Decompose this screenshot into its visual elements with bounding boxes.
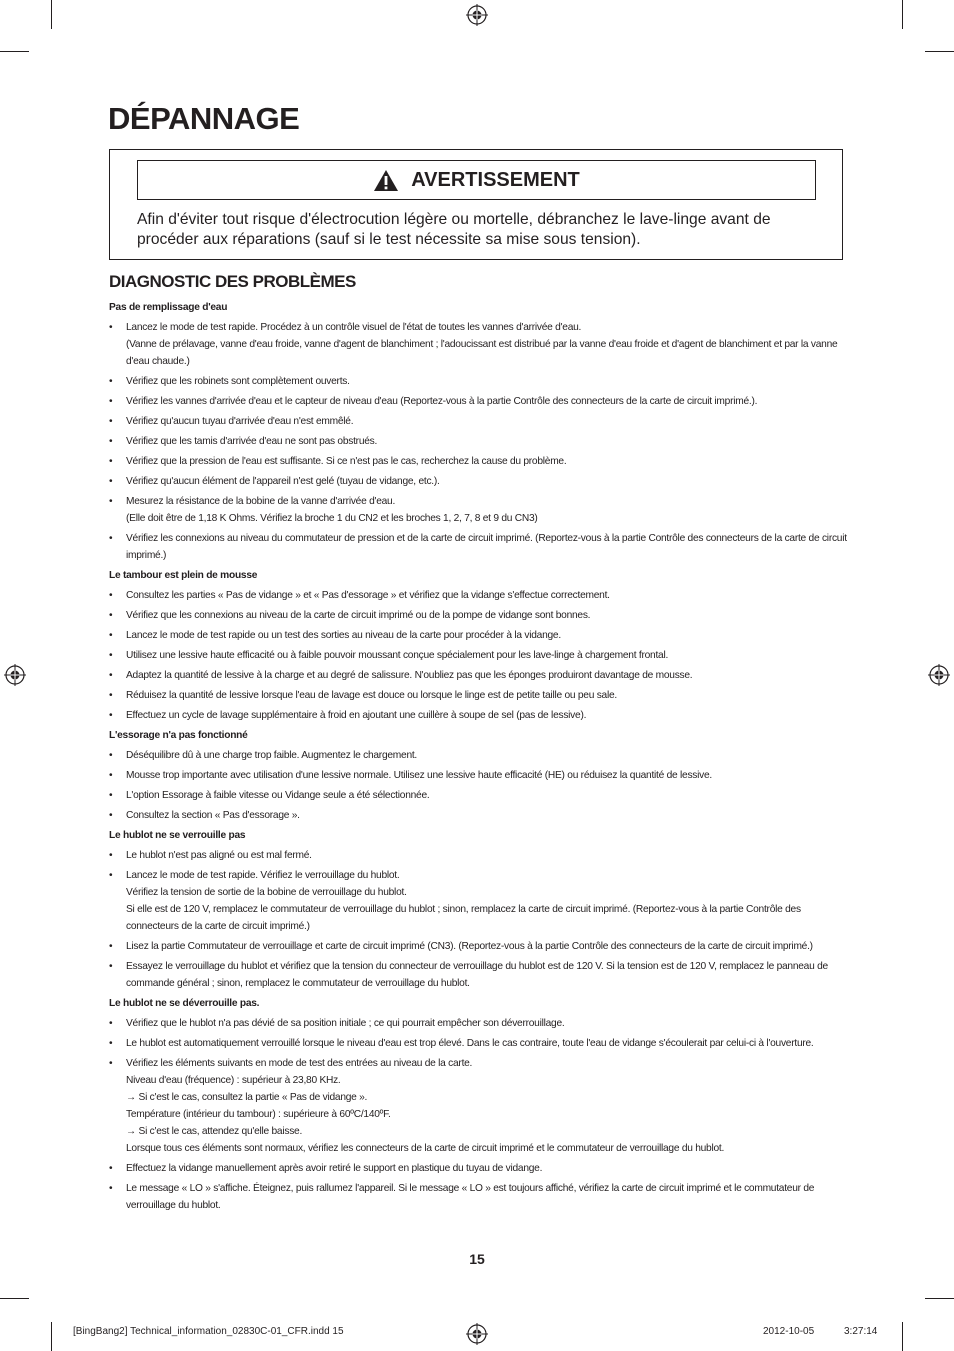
bullet-icon: • — [109, 396, 113, 407]
crop-mark — [0, 1298, 29, 1299]
bullet-icon: • — [109, 690, 113, 701]
list-item — [109, 493, 849, 527]
list-item — [109, 747, 849, 764]
bullet-icon: • — [109, 770, 113, 781]
crop-mark — [925, 51, 954, 52]
list-item-text: Vérifiez qu'aucun élément de l'appareil n'est gelé (tuyau de vidange, etc.). — [126, 476, 440, 487]
list-item — [109, 1055, 849, 1157]
crop-mark — [0, 51, 29, 52]
list-item — [109, 667, 849, 684]
list-item — [109, 607, 849, 624]
page-title: DÉPANNAGE — [108, 101, 300, 136]
list-item-text: Consultez les parties « Pas de vidange » et « Pas d'essorage » et vérifiez que la vidange s'effectue correctement. — [126, 590, 610, 601]
troubleshooting-list — [109, 299, 849, 1217]
list-item-text: Essayez le verrouillage du hublot et vérifiez que la tension du connecteur de verrouillage du hublot est de 120 V. Si la tension est de 120 V, remplacez le panneau de commande général ; sinon, remplacez le commutateur de verrouillage du hublot. — [126, 961, 828, 989]
bullet-icon: • — [109, 790, 113, 801]
bullet-icon: • — [109, 650, 113, 661]
list-item — [109, 393, 849, 410]
footer-date: 2012-10-05 — [763, 1326, 815, 1337]
list-item — [109, 787, 849, 804]
list-item — [109, 433, 849, 450]
bullet-icon: • — [109, 496, 113, 507]
bullet-icon: • — [109, 630, 113, 641]
list-item — [109, 373, 849, 390]
list-item — [109, 958, 849, 992]
list-item-text: Vérifiez que les connexions au niveau de la carte de circuit imprimé ou de la pompe de vidange sont bonnes. — [126, 610, 591, 621]
list-item — [109, 687, 849, 704]
list-item-text: Le message « LO » s'affiche. Éteignez, puis rallumez l'appareil. Si le message « LO » est toujours affiché, vérifiez la carte de circuit imprimé et le commutateur de verrouillage du hublot. — [126, 1183, 815, 1211]
warning-triangle-icon — [373, 169, 399, 192]
crop-mark — [902, 0, 903, 29]
problem-checklist — [109, 319, 849, 564]
list-item-text: (Vanne de prélavage, vanne d'eau froide, vanne d'agent de blanchiment ; l'adoucissant est distribué par la vanne d'eau froide et d'agent de blanchiment et par la vanne d'eau chaude.) — [126, 339, 838, 367]
bullet-icon: • — [109, 1163, 113, 1174]
list-item — [109, 807, 849, 824]
list-item — [109, 1180, 849, 1214]
list-item-text: Réduisez la quantité de lessive lorsque l'eau de lavage est douce ou lorsque le linge est de petite taille ou peu sale. — [126, 690, 617, 701]
crop-mark — [51, 1322, 52, 1351]
list-item-text: Effectuez un cycle de lavage supplémentaire à froid en ajoutant une cuillère à soupe de sel (pas de lessive). — [126, 710, 587, 721]
list-item-text: → Si c'est le cas, attendez qu'elle baisse. — [126, 1126, 303, 1137]
crop-mark — [925, 1298, 954, 1299]
registration-mark-icon — [4, 664, 26, 686]
bullet-icon: • — [109, 1018, 113, 1029]
warning-header — [137, 160, 816, 200]
list-item-text: Vérifiez la tension de sortie de la bobine de verrouillage du hublot. — [126, 887, 407, 898]
list-item-text: (Elle doit être de 1,18 K Ohms. Vérifiez la broche 1 du CN2 et les broches 1, 2, 7, 8 et 9 du CN3) — [126, 513, 538, 524]
bullet-icon: • — [109, 610, 113, 621]
section-title: DIAGNOSTIC DES PROBLÈMES — [109, 272, 356, 291]
list-item-text: Lancez le mode de test rapide. Procédez à un contrôle visuel de l'état de toutes les vannes d'arrivée d'eau. — [126, 322, 582, 333]
bullet-icon: • — [109, 961, 113, 972]
problem-checklist — [109, 587, 849, 724]
list-item-text: Consultez la section « Pas d'essorage ». — [126, 810, 300, 821]
list-item — [109, 867, 849, 935]
list-item-text: Utilisez une lessive haute efficacité ou à faible pouvoir moussant conçue spécialement pour les lave-linge à chargement frontal. — [126, 650, 669, 661]
crop-mark — [902, 1322, 903, 1351]
list-item-text: Vérifiez les connexions au niveau du commutateur de pression et de la carte de circuit imprimé. (Reportez-vous à la partie Contrôle des connecteurs de la carte de circuit imprimé.) — [126, 533, 847, 561]
page-number: 15 — [469, 1251, 485, 1267]
list-item-text: Le hublot est automatiquement verrouillé lorsque le niveau d'eau est trop élevé. Dans le cas contraire, toute l'eau de vidange s'écoulerait par celui-ci à l'ouverture. — [126, 1038, 814, 1049]
list-item-text: Niveau d'eau (fréquence) : supérieur à 23,80 KHz. — [126, 1075, 341, 1086]
footer-time: 3:27:14 — [844, 1326, 878, 1337]
list-item — [109, 767, 849, 784]
list-item-text: Vérifiez qu'aucun tuyau d'arrivée d'eau n'est emmêlé. — [126, 416, 354, 427]
crop-mark — [51, 0, 52, 29]
list-item-text: Lorsque tous ces éléments sont normaux, vérifiez les connecteurs de la carte de circuit imprimé et le commutateur de verrouillage du hublot. — [126, 1143, 725, 1154]
problem-heading: Le hublot ne se verrouille pas — [109, 830, 246, 841]
list-item — [109, 319, 849, 370]
registration-mark-icon — [466, 4, 488, 26]
list-item — [109, 647, 849, 664]
list-item — [109, 473, 849, 490]
warning-box — [109, 149, 843, 260]
list-item — [109, 413, 849, 430]
problem-checklist — [109, 847, 849, 992]
problem-heading: L'essorage n'a pas fonctionné — [109, 730, 248, 741]
warning-label: AVERTISSEMENT — [411, 168, 580, 191]
list-item-text: → Si c'est le cas, consultez la partie « Pas de vidange ». — [126, 1092, 368, 1103]
list-item-text: Vérifiez que le hublot n'a pas dévié de sa position initiale ; ce qui pourrait empêcher son déverrouillage. — [126, 1018, 565, 1029]
problem-heading: Pas de remplissage d'eau — [109, 302, 228, 313]
list-item — [109, 707, 849, 724]
list-item-text: Effectuez la vidange manuellement après avoir retiré le support en plastique du tuyau de vidange. — [126, 1163, 543, 1174]
bullet-icon: • — [109, 941, 113, 952]
problem-heading: Le hublot ne se déverrouille pas. — [109, 998, 260, 1009]
list-item — [109, 847, 849, 864]
bullet-icon: • — [109, 436, 113, 447]
bullet-icon: • — [109, 590, 113, 601]
problem-checklist — [109, 1015, 849, 1214]
list-item — [109, 1160, 849, 1177]
bullet-icon: • — [109, 1183, 113, 1194]
bullet-icon: • — [109, 1038, 113, 1049]
bullet-icon: • — [109, 710, 113, 721]
bullet-icon: • — [109, 533, 113, 544]
list-item-text: Le hublot n'est pas aligné ou est mal fermé. — [126, 850, 312, 861]
bullet-icon: • — [109, 750, 113, 761]
list-item-text: Vérifiez que la pression de l'eau est suffisante. Si ce n'est pas le cas, recherchez la cause du problème. — [126, 456, 567, 467]
list-item-text: Température (intérieur du tambour) : supérieure à 60ºC/140ºF. — [126, 1109, 391, 1120]
list-item — [109, 453, 849, 470]
bullet-icon: • — [109, 376, 113, 387]
bullet-icon: • — [109, 322, 113, 333]
registration-mark-icon — [466, 1323, 488, 1345]
bullet-icon: • — [109, 870, 113, 881]
list-item-text: Mesurez la résistance de la bobine de la vanne d'arrivée d'eau. — [126, 496, 396, 507]
list-item-text: Mousse trop importante avec utilisation d'une lessive normale. Utilisez une lessive haute efficacité (HE) ou réduisez la quantité de lessive. — [126, 770, 712, 781]
list-item-text: Lisez la partie Commutateur de verrouillage et carte de circuit imprimé (CN3). (Reportez-vous à la partie Contrôle des connecteurs de la carte de circuit imprimé.) — [126, 941, 813, 952]
bullet-icon: • — [109, 810, 113, 821]
warning-text: Afin d'éviter tout risque d'électrocution légère ou mortelle, débranchez le lave-linge avant de procéder aux réparations (sauf si le test nécessite sa mise sous tension). — [137, 211, 771, 248]
list-item — [109, 938, 849, 955]
problem-heading: Le tambour est plein de mousse — [109, 570, 258, 581]
list-item — [109, 587, 849, 604]
list-item — [109, 1015, 849, 1032]
list-item-text: Si elle est de 120 V, remplacez le commutateur de verrouillage du hublot ; sinon, remplacez la carte de circuit imprimé. (Reportez-vous à la partie Contrôle des connecteurs de la carte de circuit imprimé.) — [126, 904, 801, 932]
list-item-text: L'option Essorage à faible vitesse ou Vidange seule a été sélectionnée. — [126, 790, 430, 801]
bullet-icon: • — [109, 670, 113, 681]
list-item-text: Adaptez la quantité de lessive à la charge et au degré de salissure. N'oubliez pas que les éponges produiront davantage de mousse. — [126, 670, 693, 681]
list-item-text: Vérifiez les éléments suivants en mode de test des entrées au niveau de la carte. — [126, 1058, 473, 1069]
footer-file-info: [BingBang2] Technical_information_02830C-01_CFR.indd 15 — [73, 1326, 344, 1337]
bullet-icon: • — [109, 850, 113, 861]
registration-mark-icon — [928, 664, 950, 686]
list-item — [109, 1035, 849, 1052]
bullet-icon: • — [109, 456, 113, 467]
problem-checklist — [109, 747, 849, 824]
list-item — [109, 627, 849, 644]
list-item-text: Lancez le mode de test rapide. Vérifiez le verrouillage du hublot. — [126, 870, 400, 881]
bullet-icon: • — [109, 1058, 113, 1069]
list-item-text: Lancez le mode de test rapide ou un test des sorties au niveau de la carte pour procéder à la vidange. — [126, 630, 561, 641]
bullet-icon: • — [109, 416, 113, 427]
list-item-text: Vérifiez que les tamis d'arrivée d'eau ne sont pas obstrués. — [126, 436, 378, 447]
bullet-icon: • — [109, 476, 113, 487]
list-item — [109, 530, 849, 564]
list-item-text: Vérifiez que les robinets sont complètement ouverts. — [126, 376, 350, 387]
list-item-text: Déséquilibre dû à une charge trop faible. Augmentez le chargement. — [126, 750, 418, 761]
list-item-text: Vérifiez les vannes d'arrivée d'eau et le capteur de niveau d'eau (Reportez-vous à la partie Contrôle des connecteurs de la carte de circuit imprimé.). — [126, 396, 758, 407]
